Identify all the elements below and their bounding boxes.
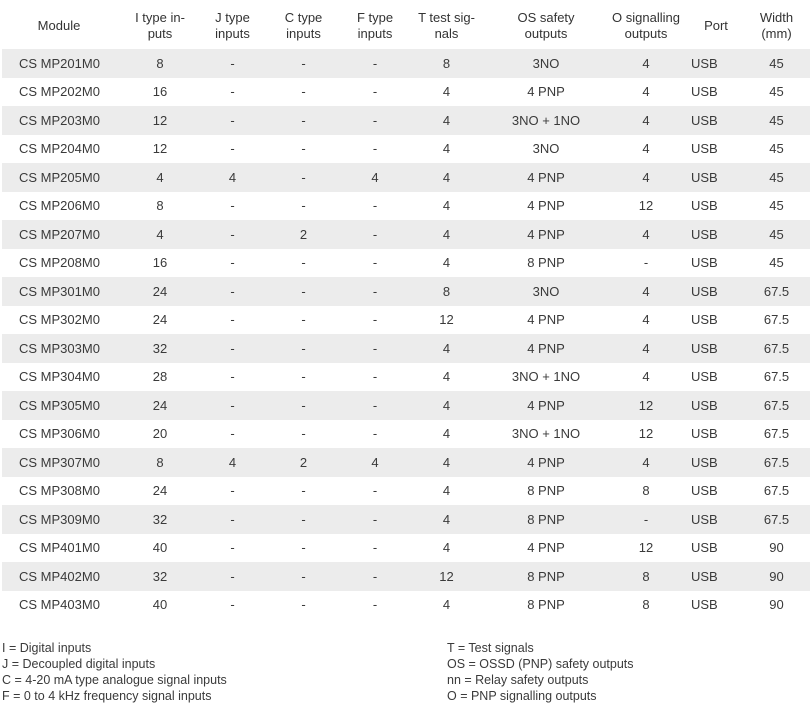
cell-t-test-signals: 4 (404, 477, 489, 506)
cell-i-type-inputs: 24 (116, 477, 204, 506)
table-row (2, 562, 810, 591)
cell-module: CS MP208M0 (2, 249, 116, 278)
cell-c-type-inputs: - (261, 505, 346, 534)
table-row (2, 420, 810, 449)
cell-os-safety-outputs: 4 PNP (489, 334, 603, 363)
legend-item: J = Decoupled digital inputs (2, 657, 156, 671)
cell-j-type-inputs: 4 (204, 448, 261, 477)
cell-o-signalling-outputs: 8 (603, 477, 689, 506)
cell-j-type-inputs: 4 (204, 163, 261, 192)
cell-o-signalling-outputs: - (603, 249, 689, 278)
cell-f-type-inputs: - (346, 220, 404, 249)
legend-item: I = Digital inputs (2, 641, 92, 655)
table-row (2, 505, 810, 534)
cell-module: CS MP201M0 (2, 49, 116, 78)
cell-f-type-inputs: - (346, 249, 404, 278)
legend-right (447, 640, 634, 704)
header-module: Module (37, 17, 81, 33)
header-width-line2: (mm) (761, 25, 792, 41)
cell-width: 90 (743, 591, 810, 620)
cell-width: 67.5 (743, 363, 810, 392)
cell-os-safety-outputs: 3NO (489, 277, 603, 306)
legend-item: OS = OSSD (PNP) safety outputs (447, 657, 634, 671)
cell-os-safety-outputs: 3NO (489, 49, 603, 78)
cell-t-test-signals: 4 (404, 534, 489, 563)
header-f-line2: inputs (357, 25, 393, 41)
cell-c-type-inputs: - (261, 249, 346, 278)
table-row (2, 192, 810, 221)
cell-port: USB (689, 220, 743, 249)
cell-o-signalling-outputs: 4 (603, 220, 689, 249)
cell-j-type-inputs: - (204, 505, 261, 534)
cell-i-type-inputs: 24 (116, 306, 204, 335)
table-row (2, 363, 810, 392)
cell-os-safety-outputs: 4 PNP (489, 306, 603, 335)
cell-c-type-inputs: - (261, 562, 346, 591)
cell-c-type-inputs: - (261, 420, 346, 449)
table-row (2, 163, 810, 192)
cell-o-signalling-outputs: 4 (603, 78, 689, 107)
cell-c-type-inputs: - (261, 477, 346, 506)
cell-c-type-inputs: - (261, 591, 346, 620)
cell-j-type-inputs: - (204, 391, 261, 420)
header-o-line2: outputs (624, 25, 668, 41)
cell-f-type-inputs: - (346, 135, 404, 164)
cell-o-signalling-outputs: 12 (603, 420, 689, 449)
cell-port: USB (689, 306, 743, 335)
cell-j-type-inputs: - (204, 334, 261, 363)
cell-port: USB (689, 591, 743, 620)
cell-t-test-signals: 8 (404, 49, 489, 78)
cell-j-type-inputs: - (204, 277, 261, 306)
cell-f-type-inputs: - (346, 363, 404, 392)
cell-port: USB (689, 534, 743, 563)
table-row (2, 534, 810, 563)
cell-j-type-inputs: - (204, 420, 261, 449)
cell-width: 67.5 (743, 277, 810, 306)
table-row (2, 391, 810, 420)
cell-i-type-inputs: 20 (116, 420, 204, 449)
cell-o-signalling-outputs: 12 (603, 391, 689, 420)
cell-os-safety-outputs: 4 PNP (489, 448, 603, 477)
table-row (2, 306, 810, 335)
legend-item: O = PNP signalling outputs (447, 689, 597, 703)
cell-width: 67.5 (743, 505, 810, 534)
cell-f-type-inputs: - (346, 420, 404, 449)
cell-t-test-signals: 4 (404, 448, 489, 477)
cell-c-type-inputs: - (261, 306, 346, 335)
header-j-line1: J type (215, 9, 250, 25)
cell-port: USB (689, 562, 743, 591)
header-os-line1: OS safety (517, 9, 575, 25)
cell-t-test-signals: 4 (404, 591, 489, 620)
cell-port: USB (689, 135, 743, 164)
cell-module: CS MP304M0 (2, 363, 116, 392)
cell-width: 67.5 (743, 477, 810, 506)
cell-c-type-inputs: - (261, 334, 346, 363)
cell-i-type-inputs: 4 (116, 220, 204, 249)
cell-os-safety-outputs: 4 PNP (489, 391, 603, 420)
cell-i-type-inputs: 8 (116, 448, 204, 477)
cell-j-type-inputs: - (204, 220, 261, 249)
cell-t-test-signals: 4 (404, 192, 489, 221)
cell-t-test-signals: 4 (404, 363, 489, 392)
cell-o-signalling-outputs: 4 (603, 448, 689, 477)
cell-i-type-inputs: 24 (116, 391, 204, 420)
table-row (2, 78, 810, 107)
cell-module: CS MP307M0 (2, 448, 116, 477)
cell-c-type-inputs: - (261, 534, 346, 563)
cell-port: USB (689, 277, 743, 306)
cell-c-type-inputs: - (261, 391, 346, 420)
cell-f-type-inputs: 4 (346, 448, 404, 477)
table-row (2, 106, 810, 135)
cell-port: USB (689, 363, 743, 392)
cell-c-type-inputs: - (261, 49, 346, 78)
cell-f-type-inputs: - (346, 277, 404, 306)
cell-i-type-inputs: 32 (116, 334, 204, 363)
cell-t-test-signals: 12 (404, 562, 489, 591)
cell-o-signalling-outputs: 4 (603, 135, 689, 164)
header-f-type-inputs (346, 2, 404, 49)
cell-f-type-inputs: - (346, 192, 404, 221)
cell-i-type-inputs: 8 (116, 49, 204, 78)
cell-t-test-signals: 4 (404, 391, 489, 420)
cell-module: CS MP302M0 (2, 306, 116, 335)
cell-width: 45 (743, 106, 810, 135)
cell-f-type-inputs: - (346, 106, 404, 135)
cell-o-signalling-outputs: 8 (603, 591, 689, 620)
cell-t-test-signals: 4 (404, 106, 489, 135)
cell-module: CS MP301M0 (2, 277, 116, 306)
cell-f-type-inputs: - (346, 591, 404, 620)
cell-width: 45 (743, 49, 810, 78)
cell-module: CS MP403M0 (2, 591, 116, 620)
cell-f-type-inputs: - (346, 78, 404, 107)
cell-o-signalling-outputs: 4 (603, 277, 689, 306)
cell-o-signalling-outputs: 4 (603, 163, 689, 192)
table-body (2, 49, 810, 619)
module-table (2, 2, 810, 619)
cell-c-type-inputs: - (261, 106, 346, 135)
table-row (2, 277, 810, 306)
cell-width: 45 (743, 249, 810, 278)
cell-os-safety-outputs: 8 PNP (489, 591, 603, 620)
cell-port: USB (689, 505, 743, 534)
table-row (2, 591, 810, 620)
cell-c-type-inputs: 2 (261, 220, 346, 249)
cell-t-test-signals: 4 (404, 135, 489, 164)
cell-module: CS MP203M0 (2, 106, 116, 135)
legend-item: C = 4-20 mA type analogue signal inputs (2, 673, 227, 687)
cell-width: 90 (743, 534, 810, 563)
cell-c-type-inputs: - (261, 78, 346, 107)
table-row (2, 220, 810, 249)
cell-t-test-signals: 12 (404, 306, 489, 335)
cell-t-test-signals: 4 (404, 220, 489, 249)
legend-item: T = Test signals (447, 641, 534, 655)
cell-o-signalling-outputs: 4 (603, 306, 689, 335)
cell-i-type-inputs: 40 (116, 534, 204, 563)
cell-module: CS MP206M0 (2, 192, 116, 221)
cell-t-test-signals: 8 (404, 277, 489, 306)
cell-module: CS MP305M0 (2, 391, 116, 420)
cell-port: USB (689, 477, 743, 506)
cell-i-type-inputs: 24 (116, 277, 204, 306)
cell-port: USB (689, 391, 743, 420)
cell-i-type-inputs: 40 (116, 591, 204, 620)
cell-j-type-inputs: - (204, 477, 261, 506)
cell-os-safety-outputs: 3NO (489, 135, 603, 164)
cell-j-type-inputs: - (204, 562, 261, 591)
cell-module: CS MP303M0 (2, 334, 116, 363)
legend-item: F = 0 to 4 kHz frequency signal inputs (2, 689, 212, 703)
cell-module: CS MP308M0 (2, 477, 116, 506)
cell-port: USB (689, 420, 743, 449)
cell-os-safety-outputs: 3NO + 1NO (489, 106, 603, 135)
header-row (2, 2, 810, 49)
cell-f-type-inputs: - (346, 562, 404, 591)
cell-i-type-inputs: 28 (116, 363, 204, 392)
table-row (2, 334, 810, 363)
cell-os-safety-outputs: 4 PNP (489, 78, 603, 107)
cell-c-type-inputs: - (261, 277, 346, 306)
cell-t-test-signals: 4 (404, 163, 489, 192)
cell-f-type-inputs: - (346, 49, 404, 78)
cell-f-type-inputs: - (346, 477, 404, 506)
cell-t-test-signals: 4 (404, 249, 489, 278)
cell-c-type-inputs: - (261, 363, 346, 392)
header-i-type-inputs (116, 2, 204, 49)
table-row (2, 249, 810, 278)
cell-width: 45 (743, 220, 810, 249)
cell-i-type-inputs: 12 (116, 135, 204, 164)
header-width (743, 2, 810, 49)
header-t-line2: nals (434, 25, 459, 41)
cell-f-type-inputs: - (346, 334, 404, 363)
cell-c-type-inputs: - (261, 163, 346, 192)
cell-o-signalling-outputs: 12 (603, 534, 689, 563)
cell-j-type-inputs: - (204, 192, 261, 221)
cell-port: USB (689, 192, 743, 221)
cell-os-safety-outputs: 8 PNP (489, 505, 603, 534)
cell-module: CS MP204M0 (2, 135, 116, 164)
cell-port: USB (689, 249, 743, 278)
cell-os-safety-outputs: 8 PNP (489, 249, 603, 278)
cell-i-type-inputs: 12 (116, 106, 204, 135)
cell-c-type-inputs: - (261, 135, 346, 164)
cell-width: 67.5 (743, 334, 810, 363)
header-c-type-inputs (261, 2, 346, 49)
legend-left (2, 640, 227, 704)
header-i-line1: I type in- (135, 9, 185, 25)
header-t-test-signals (404, 2, 489, 49)
cell-os-safety-outputs: 4 PNP (489, 163, 603, 192)
cell-port: USB (689, 106, 743, 135)
cell-module: CS MP402M0 (2, 562, 116, 591)
cell-t-test-signals: 4 (404, 420, 489, 449)
cell-port: USB (689, 334, 743, 363)
cell-module: CS MP205M0 (2, 163, 116, 192)
cell-width: 45 (743, 163, 810, 192)
header-os-safety-outputs (489, 2, 603, 49)
header-o-line1: O signalling (612, 9, 680, 25)
header-os-line2: outputs (524, 25, 568, 41)
cell-j-type-inputs: - (204, 591, 261, 620)
cell-module: CS MP309M0 (2, 505, 116, 534)
cell-i-type-inputs: 16 (116, 78, 204, 107)
header-c-line2: inputs (286, 25, 321, 41)
cell-f-type-inputs: 4 (346, 163, 404, 192)
header-t-line1: T test sig- (418, 9, 475, 25)
cell-os-safety-outputs: 3NO + 1NO (489, 363, 603, 392)
cell-j-type-inputs: - (204, 306, 261, 335)
cell-width: 45 (743, 78, 810, 107)
cell-j-type-inputs: - (204, 106, 261, 135)
cell-width: 67.5 (743, 448, 810, 477)
cell-os-safety-outputs: 4 PNP (489, 192, 603, 221)
cell-port: USB (689, 448, 743, 477)
cell-o-signalling-outputs: 4 (603, 363, 689, 392)
cell-module: CS MP306M0 (2, 420, 116, 449)
cell-port: USB (689, 163, 743, 192)
cell-i-type-inputs: 32 (116, 562, 204, 591)
cell-t-test-signals: 4 (404, 334, 489, 363)
cell-i-type-inputs: 4 (116, 163, 204, 192)
legend-item: nn = Relay safety outputs (447, 673, 589, 687)
table-row (2, 477, 810, 506)
cell-module: CS MP202M0 (2, 78, 116, 107)
cell-c-type-inputs: 2 (261, 448, 346, 477)
cell-j-type-inputs: - (204, 49, 261, 78)
cell-f-type-inputs: - (346, 505, 404, 534)
cell-i-type-inputs: 16 (116, 249, 204, 278)
cell-os-safety-outputs: 8 PNP (489, 562, 603, 591)
cell-j-type-inputs: - (204, 534, 261, 563)
cell-width: 45 (743, 192, 810, 221)
header-f-line1: F type (356, 9, 394, 25)
cell-module: CS MP207M0 (2, 220, 116, 249)
header-o-signalling-outputs (603, 2, 689, 49)
header-c-line1: C type (284, 9, 323, 25)
cell-o-signalling-outputs: 8 (603, 562, 689, 591)
cell-c-type-inputs: - (261, 192, 346, 221)
cell-f-type-inputs: - (346, 391, 404, 420)
cell-os-safety-outputs: 8 PNP (489, 477, 603, 506)
cell-j-type-inputs: - (204, 78, 261, 107)
cell-o-signalling-outputs: 12 (603, 192, 689, 221)
cell-j-type-inputs: - (204, 363, 261, 392)
header-j-line2: inputs (215, 25, 250, 41)
cell-o-signalling-outputs: - (603, 505, 689, 534)
header-port: Port (704, 17, 728, 33)
cell-width: 67.5 (743, 306, 810, 335)
table-row (2, 135, 810, 164)
cell-o-signalling-outputs: 4 (603, 106, 689, 135)
cell-os-safety-outputs: 3NO + 1NO (489, 420, 603, 449)
cell-o-signalling-outputs: 4 (603, 49, 689, 78)
cell-f-type-inputs: - (346, 534, 404, 563)
header-i-line2: puts (147, 25, 173, 41)
cell-o-signalling-outputs: 4 (603, 334, 689, 363)
cell-j-type-inputs: - (204, 249, 261, 278)
cell-port: USB (689, 49, 743, 78)
table-row (2, 49, 810, 78)
header-j-type-inputs (204, 2, 261, 49)
cell-width: 67.5 (743, 391, 810, 420)
cell-port: USB (689, 78, 743, 107)
cell-t-test-signals: 4 (404, 78, 489, 107)
cell-i-type-inputs: 8 (116, 192, 204, 221)
cell-width: 45 (743, 135, 810, 164)
cell-f-type-inputs: - (346, 306, 404, 335)
cell-j-type-inputs: - (204, 135, 261, 164)
cell-t-test-signals: 4 (404, 505, 489, 534)
cell-i-type-inputs: 32 (116, 505, 204, 534)
cell-os-safety-outputs: 4 PNP (489, 534, 603, 563)
cell-module: CS MP401M0 (2, 534, 116, 563)
cell-os-safety-outputs: 4 PNP (489, 220, 603, 249)
cell-width: 90 (743, 562, 810, 591)
header-width-line1: Width (759, 9, 794, 25)
cell-width: 67.5 (743, 420, 810, 449)
table-row (2, 448, 810, 477)
